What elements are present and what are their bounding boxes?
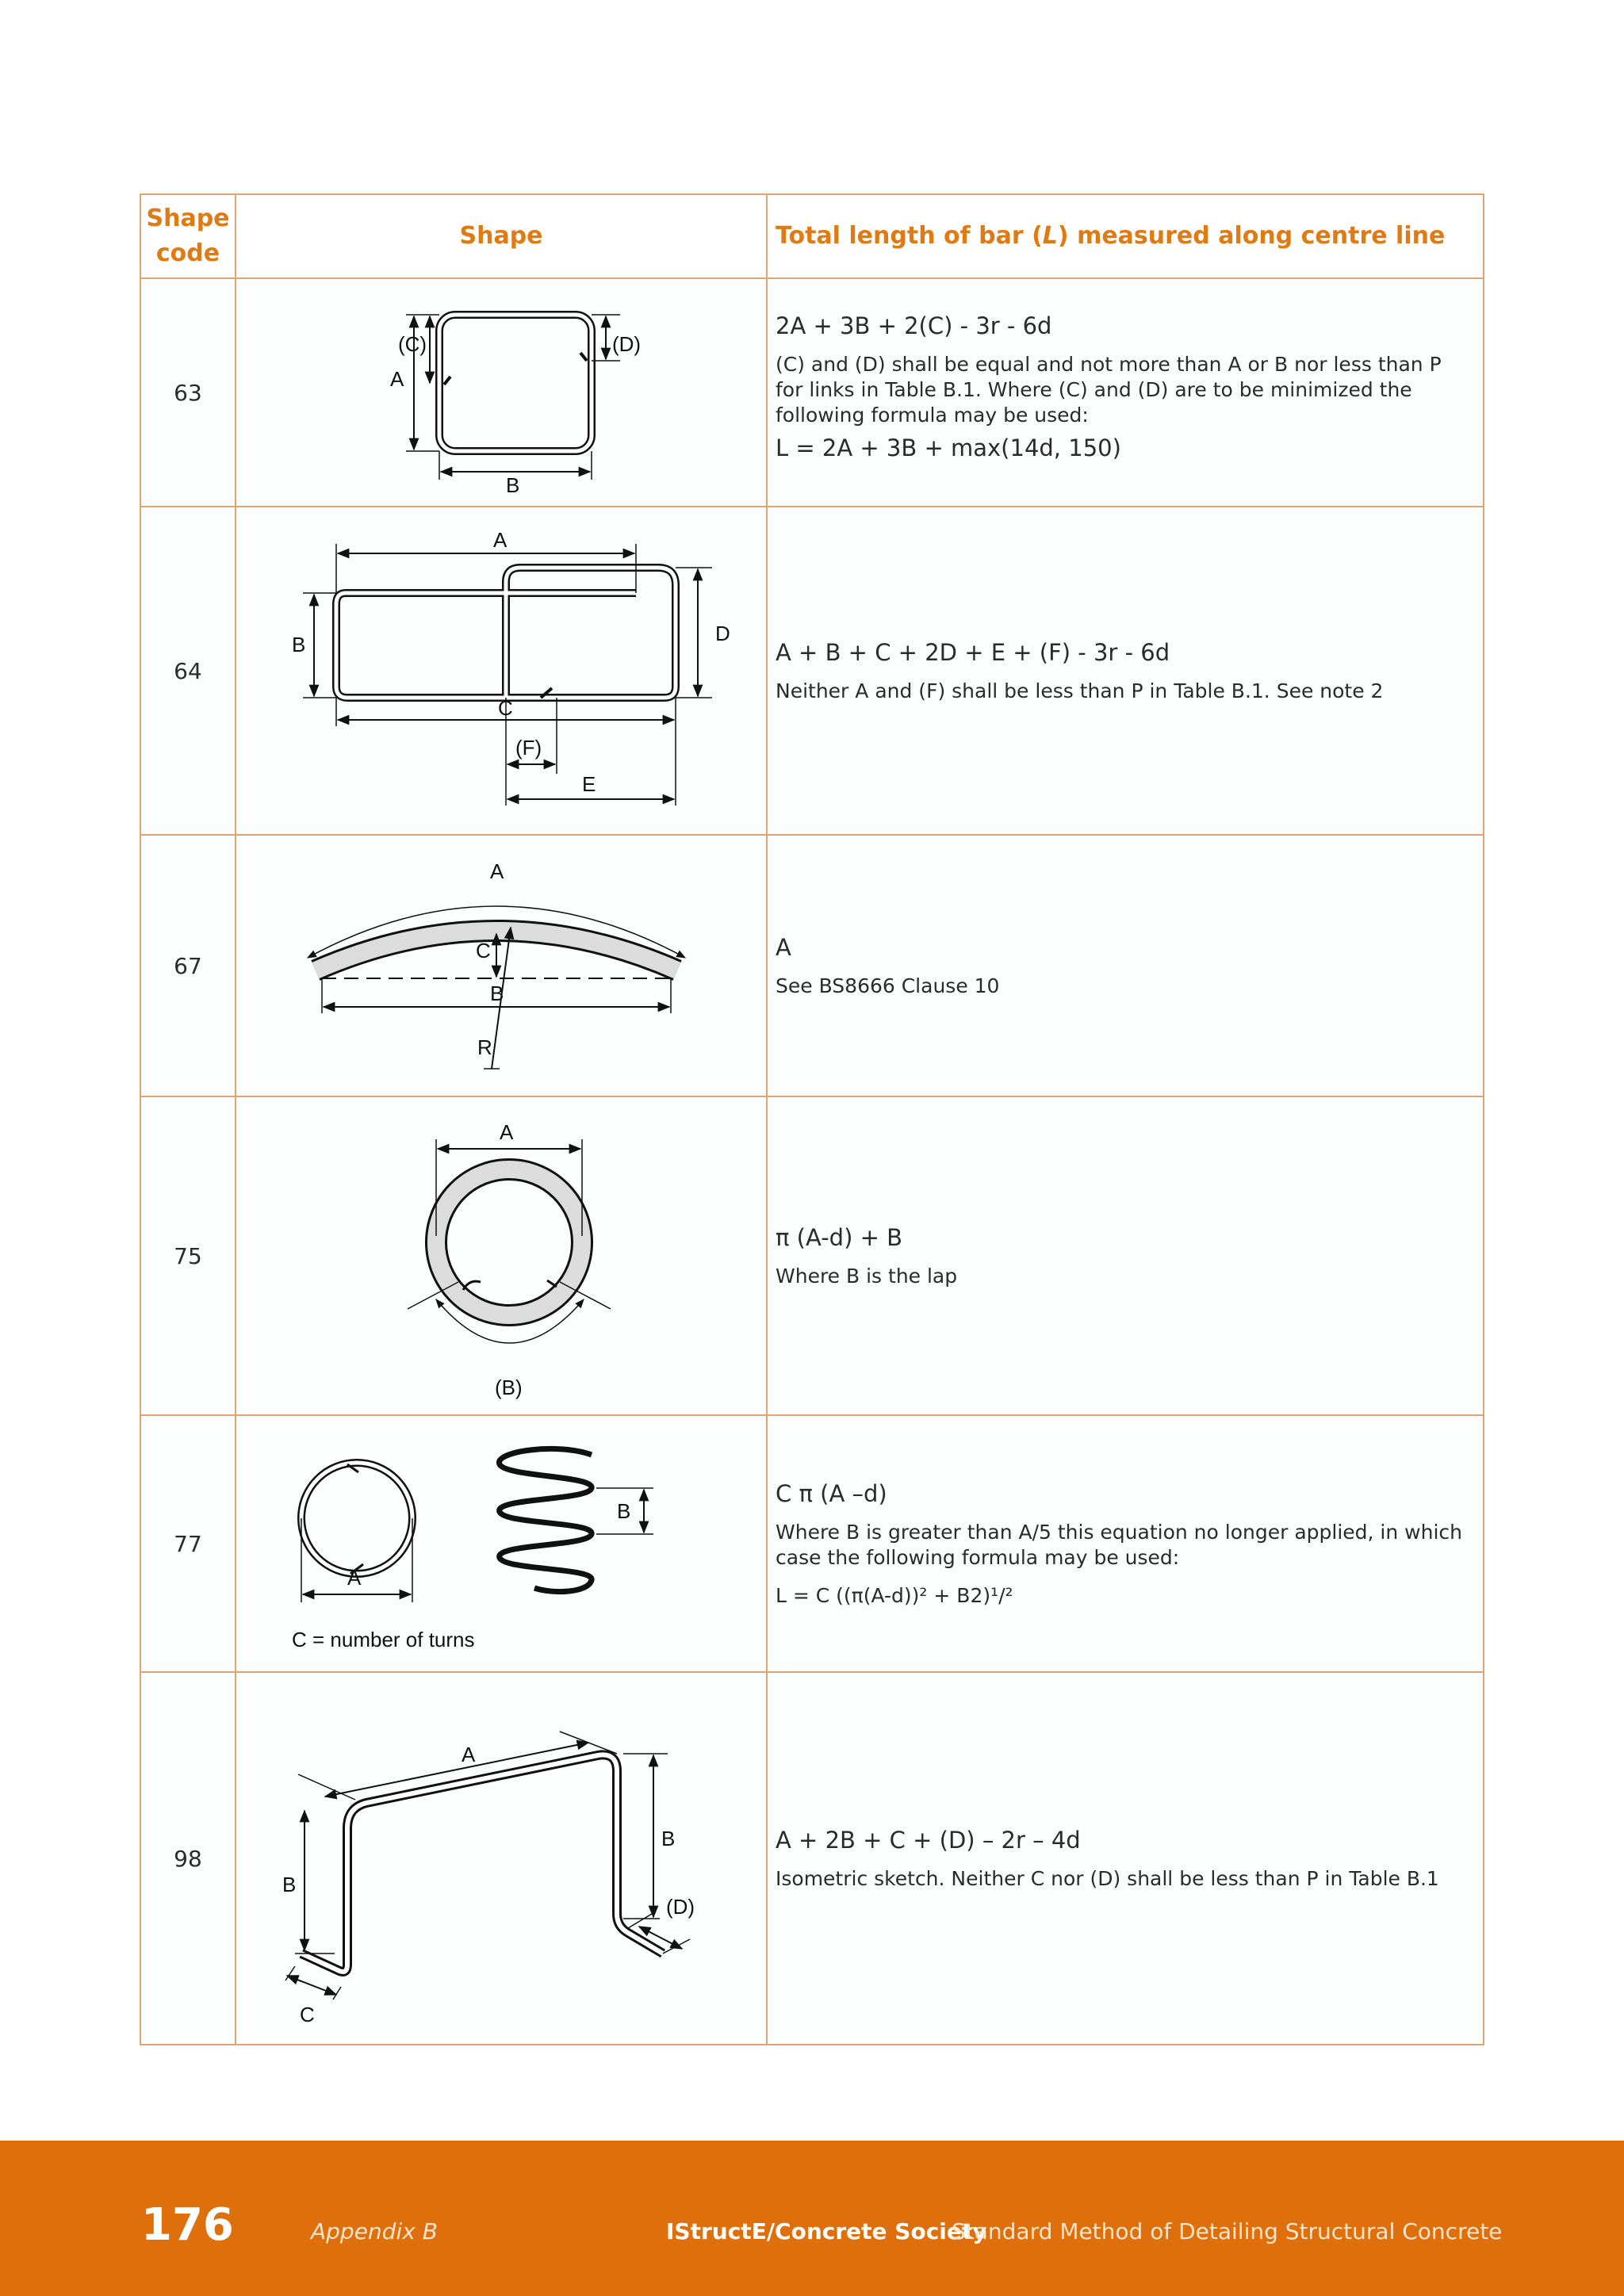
header-length-prefix: Total length of bar ( (776, 222, 1043, 250)
turns-caption: C = number of turns (292, 1628, 475, 1651)
label-a: A (347, 1566, 362, 1590)
shape-63-svg (239, 281, 763, 503)
shape-diagram-63 (236, 278, 767, 507)
table-row (140, 1672, 1484, 2045)
header-total-length (767, 194, 1484, 278)
shape-diagram-98 (236, 1672, 767, 2045)
shape-67-svg (239, 839, 763, 1093)
shape-75-svg (239, 1101, 763, 1410)
label-r: R (477, 1035, 492, 1059)
publisher-name: IStructE/Concrete Society (666, 2218, 987, 2244)
length-cell (767, 835, 1484, 1096)
label-d: (D) (612, 332, 642, 356)
label-b: (B) (495, 1376, 523, 1399)
length-cell (767, 1672, 1484, 2045)
label-b: B (617, 1499, 631, 1523)
length-formula-2: L = 2A + 3B + max(14d, 150) (776, 434, 1121, 461)
length-cell (767, 1415, 1484, 1672)
length-note: Where B is greater than A/5 this equation no longer applied, in which case the following formula may be used: (776, 1521, 1462, 1569)
table-row (140, 278, 1484, 507)
shape-code-table (140, 193, 1484, 2045)
table-row (140, 1415, 1484, 1672)
page-footer (0, 2141, 1624, 2296)
label-a: A (462, 1743, 476, 1766)
header-shape-code-line2: code (155, 239, 220, 267)
shape-diagram-75 (236, 1096, 767, 1415)
shape-code: 63 (140, 278, 236, 507)
label-b: B (506, 473, 520, 497)
table-header-row (140, 194, 1484, 278)
shape-diagram-77 (236, 1415, 767, 1672)
header-shape: Shape (236, 194, 767, 278)
shape-code: 77 (140, 1415, 236, 1672)
length-note: See BS8666 Clause 10 (776, 974, 1000, 997)
shape-code: 67 (140, 835, 236, 1096)
table-row (140, 1096, 1484, 1415)
shape-diagram-67 (236, 835, 767, 1096)
length-formula: A + B + C + 2D + E + (F) - 3r - 6d (776, 639, 1170, 666)
label-b-left: B (282, 1873, 297, 1896)
header-length-var: L (1042, 222, 1058, 250)
shape-98-svg (239, 1676, 763, 2041)
length-note: Neither A and (F) shall be less than P in Table B.1. See note 2 (776, 679, 1384, 702)
page-number: 176 (141, 2199, 234, 2251)
shape-64-svg (239, 512, 763, 829)
length-cell (767, 507, 1484, 835)
table-row (140, 835, 1484, 1096)
label-b: B (490, 982, 504, 1005)
length-cell (767, 1096, 1484, 1415)
length-cell (767, 278, 1484, 507)
shape-code: 75 (140, 1096, 236, 1415)
label-c: C (498, 696, 513, 720)
label-e: E (582, 772, 596, 796)
table-row (140, 507, 1484, 835)
label-a: A (490, 859, 504, 883)
label-d: (D) (666, 1895, 695, 1919)
header-shape-code (140, 194, 236, 278)
shape-code: 64 (140, 507, 236, 835)
label-a: A (390, 367, 404, 391)
label-c: C (300, 2003, 315, 2026)
label-a: A (500, 1120, 514, 1144)
length-note: (C) and (D) shall be equal and not more than A or B nor less than P for links in Table B.1. Where (C) and (D) are to be minimized the following formula may be used: (776, 353, 1442, 427)
length-note: Isometric sketch. Neither C nor (D) shall be less than P in Table B.1 (776, 1867, 1439, 1890)
length-formula: A + 2B + C + (D) – 2r – 4d (776, 1827, 1081, 1854)
length-formula: π (A-d) + B (776, 1224, 903, 1251)
label-b-right: B (661, 1827, 676, 1850)
header-shape-code-line1: Shape (146, 205, 230, 232)
section-label: Appendix B (311, 2218, 438, 2244)
header-length-suffix: ) measured along centre line (1057, 222, 1446, 250)
label-b: B (292, 633, 306, 656)
document-title: Standard Method of Detailing Structural Concrete (952, 2218, 1503, 2244)
label-c: (C) (398, 332, 427, 356)
shape-77-svg (239, 1418, 763, 1669)
label-f: (F) (515, 736, 542, 760)
length-note-2: L = C ((π(A-d))² + B2)¹/² (776, 1584, 1013, 1607)
label-a: A (493, 528, 508, 552)
label-c: C (476, 939, 491, 962)
shape-diagram-64 (236, 507, 767, 835)
length-formula: C π (A –d) (776, 1480, 887, 1507)
length-formula: A (776, 934, 791, 961)
length-note: Where B is the lap (776, 1265, 958, 1288)
shape-code: 98 (140, 1672, 236, 2045)
label-d: D (715, 622, 730, 645)
length-formula: 2A + 3B + 2(C) - 3r - 6d (776, 312, 1052, 339)
